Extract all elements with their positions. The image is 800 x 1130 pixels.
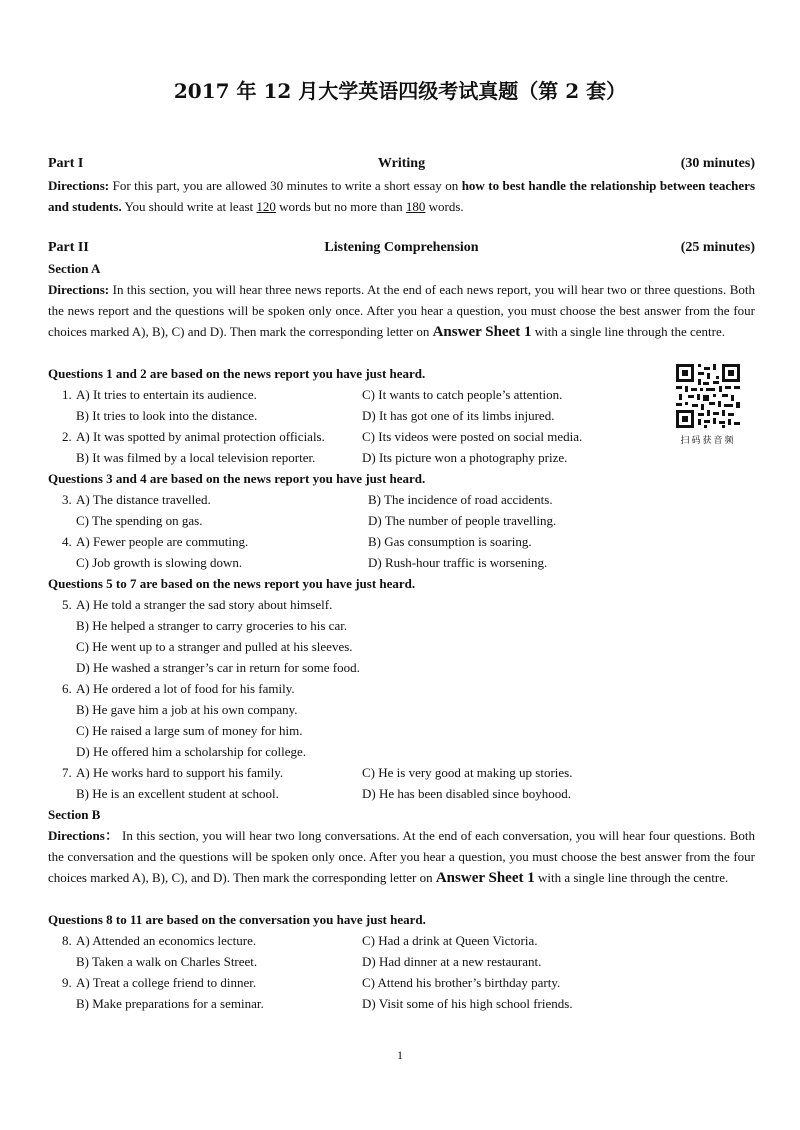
option-c[interactable]: C) He went up to a stranger and pulled at his sleeves. bbox=[76, 639, 353, 654]
option-b[interactable]: B) It was filmed by a local television reporter. bbox=[76, 450, 316, 465]
option-b[interactable]: B) Taken a walk on Charles Street. bbox=[76, 954, 258, 969]
essay-topic: how to best handle the relationship between teachers and students. bbox=[48, 178, 755, 214]
question-row bbox=[48, 615, 755, 636]
question-row bbox=[48, 489, 755, 510]
question-4 bbox=[48, 531, 755, 573]
section-b-directions bbox=[48, 825, 755, 889]
part2-header bbox=[48, 237, 755, 258]
directions-label: Directions: bbox=[48, 282, 110, 297]
option-d[interactable]: D) He washed a stranger’s car in return for some food. bbox=[76, 660, 360, 675]
option-a[interactable]: A) The distance travelled. bbox=[76, 492, 211, 507]
question-row bbox=[48, 552, 755, 573]
question-row bbox=[48, 951, 755, 972]
option-a[interactable]: A) It was spotted by animal protection officials. bbox=[76, 429, 325, 444]
question-row bbox=[48, 783, 755, 804]
directions-label: Directions： bbox=[48, 828, 119, 843]
question-row bbox=[48, 699, 755, 720]
option-d[interactable]: D) Had dinner at a new restaurant. bbox=[362, 954, 542, 969]
part1-time: (30 minutes) bbox=[680, 156, 755, 171]
question-number: 7. bbox=[62, 765, 72, 780]
question-row bbox=[48, 762, 755, 783]
part1-label: Part I bbox=[48, 156, 84, 171]
question-row bbox=[48, 741, 755, 762]
option-b[interactable]: B) Make preparations for a seminar. bbox=[76, 996, 264, 1011]
question-number: 1. bbox=[62, 387, 72, 402]
question-number: 2. bbox=[62, 429, 72, 444]
question-group-heading: Questions 3 and 4 are based on the news report you have just heard. bbox=[48, 471, 426, 486]
option-a[interactable]: A) Attended an economics lecture. bbox=[76, 933, 257, 948]
answer-sheet-ref: Answer Sheet 1 bbox=[435, 870, 535, 886]
question-9 bbox=[48, 972, 755, 1014]
qr-caption: 扫码获音频 bbox=[680, 436, 736, 446]
option-c[interactable]: C) Its videos were posted on social media. bbox=[362, 429, 583, 444]
min-words: 120 bbox=[256, 199, 276, 214]
page-number: 1 bbox=[397, 1048, 403, 1062]
option-b[interactable]: B) It tries to look into the distance. bbox=[76, 408, 258, 423]
option-d[interactable]: D) Visit some of his high school friends. bbox=[362, 996, 573, 1011]
qr-code-icon bbox=[676, 364, 740, 428]
question-2 bbox=[48, 426, 755, 468]
option-d[interactable]: D) The number of people travelling. bbox=[368, 513, 557, 528]
option-c[interactable]: C) He is very good at making up stories. bbox=[362, 765, 573, 780]
question-group-heading: Questions 8 to 11 are based on the conversation you have just heard. bbox=[48, 912, 426, 927]
question-number: 4. bbox=[62, 534, 72, 549]
option-d[interactable]: D) It has got one of its limbs injured. bbox=[362, 408, 555, 423]
part2-label: Part II bbox=[48, 240, 89, 255]
directions-text: For this part, you are allowed 30 minutes to write a short essay on bbox=[109, 178, 462, 193]
question-number: 8. bbox=[62, 933, 72, 948]
question-number: 6. bbox=[62, 681, 72, 696]
option-c[interactable]: C) Had a drink at Queen Victoria. bbox=[362, 933, 538, 948]
question-row bbox=[48, 678, 755, 699]
option-a[interactable]: A) Treat a college friend to dinner. bbox=[76, 975, 257, 990]
part2-time: (25 minutes) bbox=[680, 240, 755, 255]
qr-code[interactable] bbox=[676, 364, 740, 452]
option-c[interactable]: C) Attend his brother’s birthday party. bbox=[362, 975, 561, 990]
directions-text: In this section, you will hear three news reports. At the end of each news report, you will hear two or three questions. Both the news report and the questions will be spoken only once. After you hear a question, you must choose the best answer from the four choices marked A), B), C) and D). Then mark the corresponding letter on bbox=[48, 282, 755, 339]
directions-text: words but no more than bbox=[275, 199, 406, 214]
question-1 bbox=[48, 384, 755, 426]
option-a[interactable]: A) He told a stranger the sad story about himself. bbox=[76, 597, 333, 612]
option-c[interactable]: C) The spending on gas. bbox=[76, 513, 203, 528]
option-b[interactable]: B) The incidence of road accidents. bbox=[368, 492, 553, 507]
option-b[interactable]: B) He is an excellent student at school. bbox=[76, 786, 279, 801]
option-b[interactable]: B) Gas consumption is soaring. bbox=[368, 534, 532, 549]
page-title: 2017 年 12 月大学英语四级考试真题（第 2 套） bbox=[173, 79, 627, 103]
part2-name: Listening Comprehension bbox=[324, 240, 479, 255]
question-row bbox=[48, 720, 755, 741]
question-number: 9. bbox=[62, 975, 72, 990]
part1-name: Writing bbox=[377, 156, 426, 171]
option-c[interactable]: C) It wants to catch people’s attention. bbox=[362, 387, 563, 402]
option-c[interactable]: C) He raised a large sum of money for him. bbox=[76, 723, 303, 738]
option-a[interactable]: A) It tries to entertain its audience. bbox=[76, 387, 257, 402]
question-row bbox=[48, 930, 755, 951]
part1-header bbox=[48, 153, 755, 174]
directions-text: words. bbox=[425, 199, 464, 214]
option-d[interactable]: D) Its picture won a photography prize. bbox=[362, 450, 568, 465]
part1-directions bbox=[48, 175, 755, 217]
option-d[interactable]: D) He offered him a scholarship for college. bbox=[76, 744, 307, 759]
question-5 bbox=[48, 594, 755, 678]
option-a[interactable]: A) He ordered a lot of food for his family. bbox=[76, 681, 295, 696]
question-group-heading: Questions 1 and 2 are based on the news report you have just heard. bbox=[48, 366, 426, 381]
answer-sheet-ref: Answer Sheet 1 bbox=[432, 324, 532, 340]
option-a[interactable]: A) Fewer people are commuting. bbox=[76, 534, 249, 549]
option-d[interactable]: D) Rush-hour traffic is worsening. bbox=[368, 555, 548, 570]
question-row bbox=[48, 531, 755, 552]
option-b[interactable]: B) He gave him a job at his own company. bbox=[76, 702, 298, 717]
question-row bbox=[48, 447, 755, 468]
max-words: 180 bbox=[405, 199, 426, 214]
directions-label: Directions: bbox=[48, 178, 110, 193]
question-6 bbox=[48, 678, 755, 762]
question-3 bbox=[48, 489, 755, 531]
question-row bbox=[48, 384, 755, 405]
option-a[interactable]: A) He works hard to support his family. bbox=[76, 765, 284, 780]
question-row bbox=[48, 426, 755, 447]
section-b-label: Section B bbox=[48, 807, 101, 822]
option-d[interactable]: D) He has been disabled since boyhood. bbox=[362, 786, 572, 801]
section-a-label: Section A bbox=[48, 261, 101, 276]
question-row bbox=[48, 405, 755, 426]
directions-text: In this section, you will hear two long conversations. At the end of each conversation, you will hear four questions. Both the conversation and the questions will be spoken only once. After you hear a question, you must choose the best answer from the four choices marked A), B), C), and D). Then mark the corresponding letter on bbox=[48, 828, 755, 885]
question-row bbox=[48, 993, 755, 1014]
question-row bbox=[48, 594, 755, 615]
section-a-directions bbox=[48, 279, 755, 343]
question-row bbox=[48, 510, 755, 531]
directions-text: You should write at least bbox=[121, 199, 257, 214]
question-8 bbox=[48, 930, 755, 972]
option-c[interactable]: C) Job growth is slowing down. bbox=[76, 555, 243, 570]
question-row bbox=[48, 972, 755, 993]
question-7 bbox=[48, 762, 755, 804]
directions-text: with a single line through the centre. bbox=[531, 324, 725, 339]
question-row bbox=[48, 657, 755, 678]
question-row bbox=[48, 636, 755, 657]
question-number: 3. bbox=[62, 492, 72, 507]
directions-text: with a single line through the centre. bbox=[534, 870, 729, 885]
option-b[interactable]: B) He helped a stranger to carry groceries to his car. bbox=[76, 618, 348, 633]
question-number: 5. bbox=[62, 597, 72, 612]
question-group-heading: Questions 5 to 7 are based on the news report you have just heard. bbox=[48, 576, 416, 591]
